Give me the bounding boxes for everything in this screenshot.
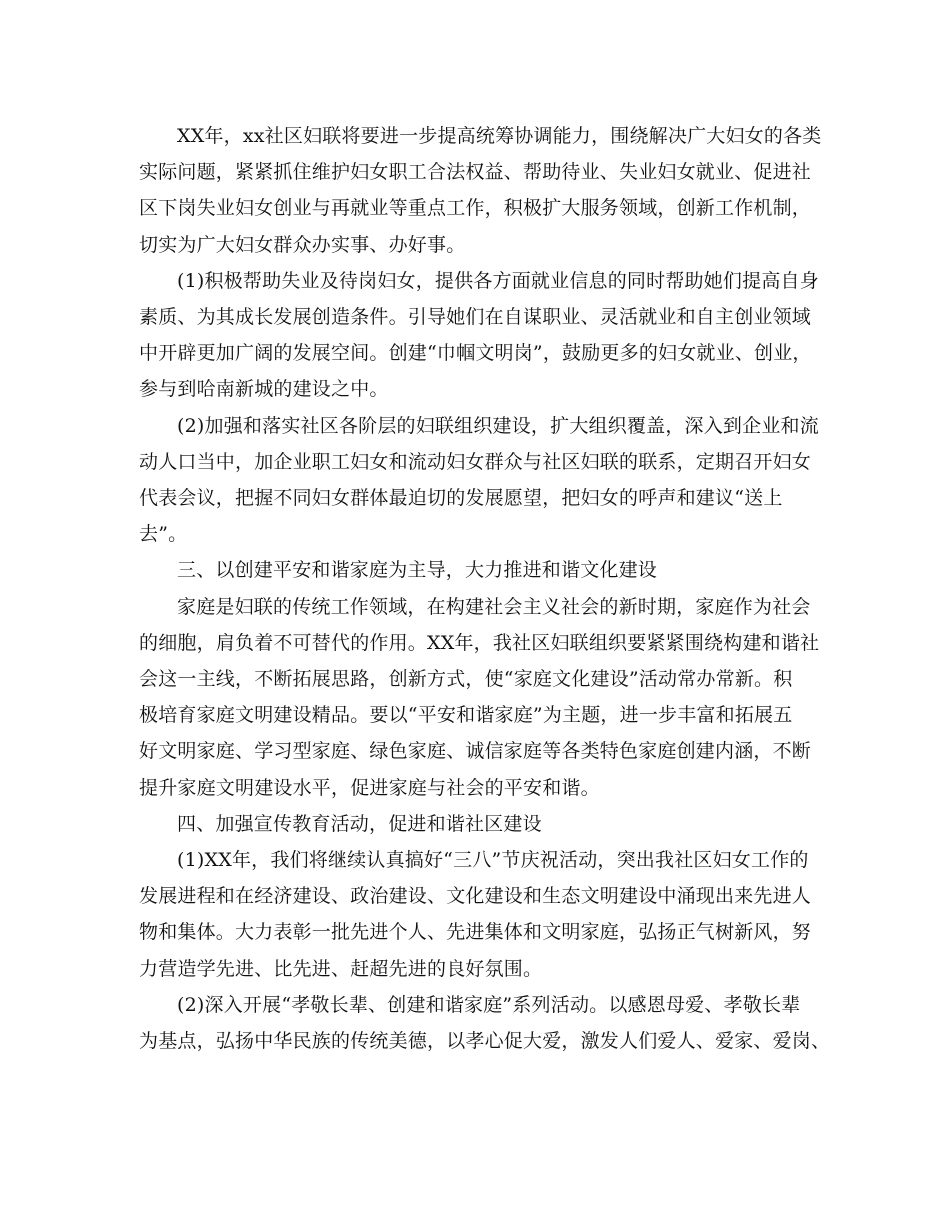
heading-line: 三、以创建平安和谐家庭为主导，大力推进和谐文化建设 bbox=[177, 559, 658, 582]
text-line: 素质、为其成长发展创造条件。引导她们在自谋职业、灵活就业和自主创业领域 bbox=[139, 306, 812, 329]
paragraph-3 bbox=[139, 408, 819, 553]
text-line: 实际问题，紧紧抓住维护妇女职工合法权益、帮助待业、失业妇女就业、促进社 bbox=[139, 161, 812, 184]
text-line: 中开辟更加广阔的发展空间。创建“巾帼文明岗”，鼓励更多的妇女就业、创业， bbox=[139, 342, 812, 365]
text-line: 代表会议，把握不同妇女群体最迫切的发展愿望，把妇女的呼声和建议“送上 bbox=[139, 487, 783, 510]
text-line: 为基点，弘扬中华民族的传统美德，以孝心促大爱，激发人们爱人、爱家、爱岗、 bbox=[139, 1030, 831, 1053]
section-heading-4 bbox=[139, 806, 819, 842]
text-line: 切实为广大妇女群众办实事、办好事。 bbox=[139, 233, 466, 256]
paragraph-5 bbox=[139, 589, 819, 806]
text-line: 动人口当中，加企业职工妇女和流动妇女群众与社区妇联的联系，定期召开妇女 bbox=[139, 450, 812, 473]
text-line: (2)深入开展“孝敬长辈、创建和谐家庭”系列活动。以感恩母爱、孝敬长辈 bbox=[177, 993, 801, 1016]
text-line: 会这一主线，不断拓展思路，创新方式，使“家庭文化建设”活动常办常新。积 bbox=[139, 668, 793, 691]
text-line: (1)XX年，我们将继续认真搞好“三八”节庆祝活动，突出我社区妇女工作的 bbox=[177, 849, 809, 872]
text-line: 的细胞，肩负着不可替代的作用。XX年，我社区妇联组织要紧紧围绕构建和谐社 bbox=[139, 631, 820, 654]
text-line: (2)加强和落实社区各阶层的妇联组织建设，扩大组织覆盖，深入到企业和流 bbox=[177, 414, 819, 437]
text-line: 区下岗失业妇女创业与再就业等重点工作，积极扩大服务领域，创新工作机制， bbox=[139, 197, 812, 220]
document-body bbox=[139, 118, 831, 1059]
text-line: 物和集体。大力表彰一批先进个人、先进集体和文明家庭，弘扬正气树新风，努 bbox=[139, 921, 812, 944]
text-line: (1)积极帮助失业及待岗妇女，提供各方面就业信息的同时帮助她们提高自身 bbox=[177, 269, 819, 292]
text-line: 极培育家庭文明建设精品。要以“平安和谐家庭”为主题，进一步丰富和拓展五 bbox=[139, 704, 793, 727]
text-line: 去”。 bbox=[139, 523, 188, 546]
text-line: 好文明家庭、学习型家庭、绿色家庭、诚信家庭等各类特色家庭创建内涵，不断 bbox=[139, 740, 812, 763]
text-line: 参与到哈南新城的建设之中。 bbox=[139, 378, 389, 401]
paragraph-2 bbox=[139, 263, 819, 408]
text-line: 发展进程和在经济建设、政治建设、文化建设和生态文明建设中涌现出来先进人 bbox=[139, 885, 812, 908]
paragraph-1 bbox=[139, 118, 822, 263]
paragraph-7 bbox=[139, 842, 819, 987]
text-line: 力营造学先进、比先进、赶超先进的良好氛围。 bbox=[139, 957, 543, 980]
section-heading-3 bbox=[139, 552, 819, 588]
paragraph-8 bbox=[139, 987, 831, 1059]
text-line: 提升家庭文明建设水平，促进家庭与社会的平安和谐。 bbox=[139, 776, 600, 799]
text-line: 家庭是妇联的传统工作领域，在构建社会主义社会的新时期，家庭作为社会 bbox=[177, 595, 811, 618]
heading-line: 四、加强宣传教育活动，促进和谐社区建设 bbox=[177, 812, 542, 835]
text-line: XX年，xx社区妇联将要进一步提高统筹协调能力，围绕解决广大妇女的各类 bbox=[177, 125, 822, 147]
